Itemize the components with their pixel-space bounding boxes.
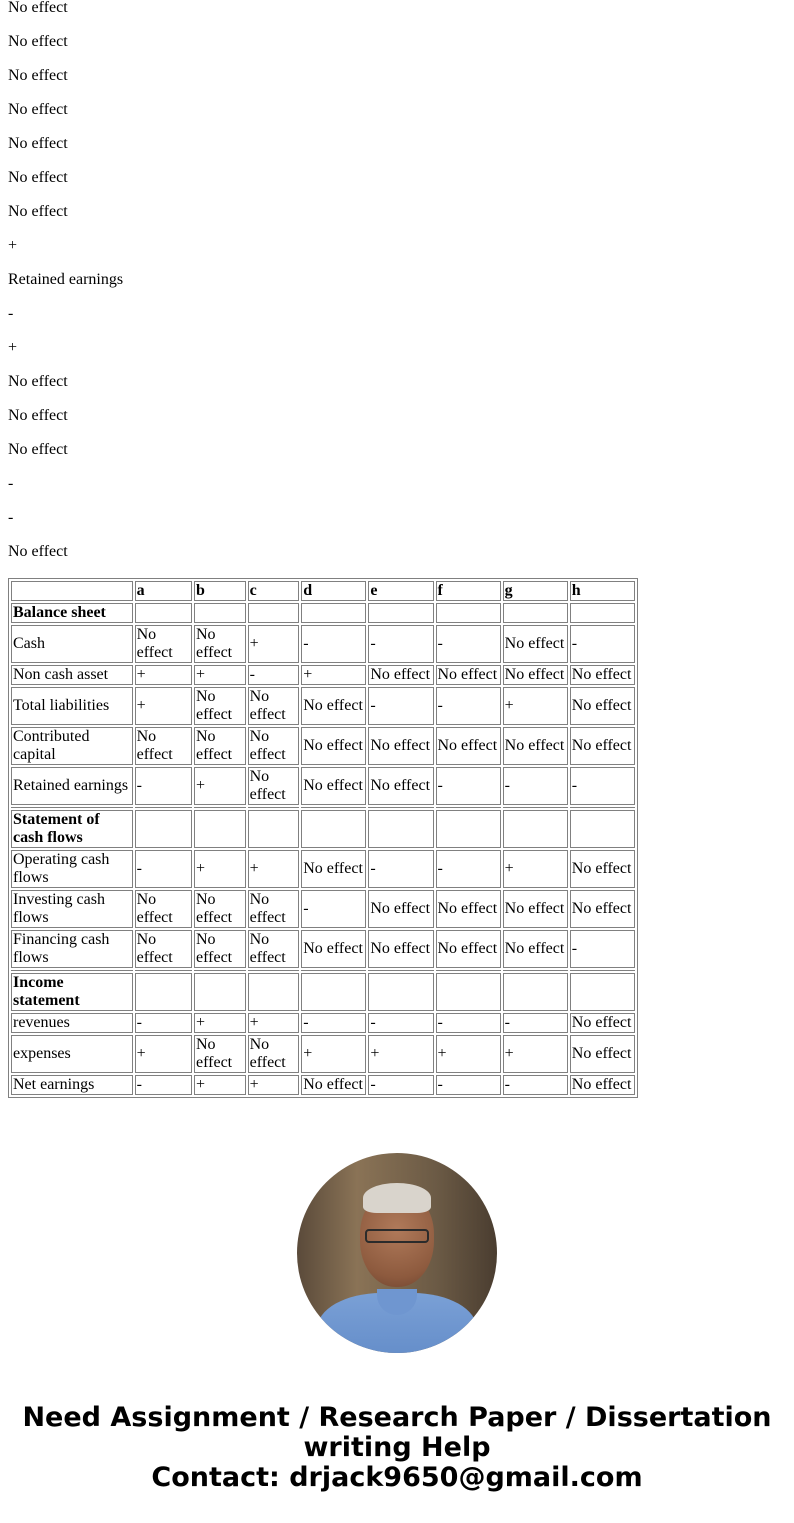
- text-line: -: [8, 509, 14, 526]
- effect-cell: -: [436, 625, 501, 663]
- empty-cell: [570, 973, 635, 1011]
- table-row: [11, 890, 635, 928]
- row-label: Financing cash flows: [11, 930, 133, 968]
- effect-cell: No effect: [503, 930, 568, 968]
- empty-cell: [368, 603, 433, 623]
- effect-cell: -: [368, 1013, 433, 1033]
- effect-cell: No effect: [570, 1035, 635, 1073]
- effect-cell: No effect: [135, 890, 192, 928]
- effect-cell: +: [503, 687, 568, 725]
- section-row: [11, 973, 635, 1011]
- text-line: No effect: [8, 169, 68, 186]
- effect-cell: -: [248, 665, 300, 685]
- effect-cell: -: [368, 687, 433, 725]
- effects-table: [8, 578, 638, 1098]
- row-label: Cash: [11, 625, 133, 663]
- effect-cell: No effect: [368, 767, 433, 805]
- text-line: No effect: [8, 135, 68, 152]
- effect-cell: No effect: [248, 687, 300, 725]
- column-header: h: [570, 581, 635, 601]
- table-row: [11, 665, 635, 685]
- effect-cell: No effect: [570, 687, 635, 725]
- effect-cell: +: [194, 850, 246, 888]
- empty-cell: [135, 973, 192, 1011]
- effect-cell: No effect: [570, 890, 635, 928]
- text-line: No effect: [8, 407, 68, 424]
- empty-cell: [436, 810, 501, 848]
- effect-cell: No effect: [503, 727, 568, 765]
- column-header: a: [135, 581, 192, 601]
- effect-cell: -: [368, 850, 433, 888]
- effect-cell: +: [135, 665, 192, 685]
- effect-cell: -: [503, 767, 568, 805]
- effect-cell: No effect: [503, 665, 568, 685]
- section-title: Statement of cash flows: [11, 810, 133, 848]
- effect-cell: -: [436, 687, 501, 725]
- effect-cell: -: [135, 1075, 192, 1095]
- column-header: d: [301, 581, 366, 601]
- effect-cell: -: [436, 1013, 501, 1033]
- row-label: Total liabilities: [11, 687, 133, 725]
- empty-cell: [368, 973, 433, 1011]
- effect-cell: +: [368, 1035, 433, 1073]
- effect-cell: +: [301, 1035, 366, 1073]
- empty-cell: [503, 603, 568, 623]
- empty-cell: [368, 810, 433, 848]
- effect-cell: No effect: [570, 665, 635, 685]
- effect-cell: No effect: [248, 890, 300, 928]
- effect-cell: No effect: [503, 890, 568, 928]
- effect-cell: No effect: [248, 727, 300, 765]
- effect-cell: +: [503, 850, 568, 888]
- text-line: +: [8, 339, 18, 356]
- text-line: No effect: [8, 203, 68, 220]
- empty-cell: [436, 973, 501, 1011]
- effect-cell: No effect: [368, 727, 433, 765]
- effect-cell: +: [194, 767, 246, 805]
- row-label: revenues: [11, 1013, 133, 1033]
- effect-cell: -: [135, 850, 192, 888]
- effect-cell: No effect: [570, 1013, 635, 1033]
- row-label: expenses: [11, 1035, 133, 1073]
- effect-cell: -: [301, 890, 366, 928]
- table-row: [11, 767, 635, 805]
- effect-cell: No effect: [301, 727, 366, 765]
- empty-cell: [194, 810, 246, 848]
- effect-cell: -: [570, 930, 635, 968]
- text-line: No effect: [8, 543, 68, 560]
- text-line: No effect: [8, 0, 68, 16]
- empty-cell: [436, 603, 501, 623]
- row-label: Net earnings: [11, 1075, 133, 1095]
- row-label: Non cash asset: [11, 665, 133, 685]
- effect-cell: -: [368, 1075, 433, 1095]
- effect-cell: -: [436, 767, 501, 805]
- empty-cell: [503, 810, 568, 848]
- effect-cell: -: [436, 850, 501, 888]
- text-line: -: [8, 475, 14, 492]
- empty-cell: [248, 810, 300, 848]
- empty-cell: [248, 973, 300, 1011]
- effect-cell: No effect: [194, 727, 246, 765]
- effect-cell: -: [570, 767, 635, 805]
- table-row: [11, 687, 635, 725]
- table-row: [11, 625, 635, 663]
- effect-cell: No effect: [194, 687, 246, 725]
- effect-cell: +: [436, 1035, 501, 1073]
- text-line: +: [8, 237, 18, 254]
- table-header-row: [11, 581, 635, 601]
- effect-cell: No effect: [436, 727, 501, 765]
- effect-cell: +: [135, 687, 192, 725]
- effect-cell: +: [248, 850, 300, 888]
- effect-cell: No effect: [570, 727, 635, 765]
- table-row: [11, 1013, 635, 1033]
- effect-cell: -: [301, 625, 366, 663]
- effect-cell: -: [503, 1013, 568, 1033]
- column-header: b: [194, 581, 246, 601]
- text-lines: [8, 0, 123, 569]
- help-banner: [0, 1403, 794, 1493]
- effect-cell: No effect: [301, 850, 366, 888]
- effect-cell: No effect: [301, 1075, 366, 1095]
- contact-email-line: Contact: drjack9650@gmail.com: [151, 1462, 643, 1493]
- effect-cell: No effect: [368, 665, 433, 685]
- column-header: c: [248, 581, 300, 601]
- column-header: [11, 581, 133, 601]
- table-row: [11, 930, 635, 968]
- effect-cell: -: [301, 1013, 366, 1033]
- row-label: Operating cash flows: [11, 850, 133, 888]
- effect-cell: +: [248, 1075, 300, 1095]
- effect-cell: No effect: [436, 665, 501, 685]
- effect-cell: No effect: [135, 727, 192, 765]
- effect-cell: +: [248, 1013, 300, 1033]
- table-row: [11, 850, 635, 888]
- effect-cell: No effect: [135, 625, 192, 663]
- empty-cell: [194, 973, 246, 1011]
- empty-cell: [570, 810, 635, 848]
- effect-cell: No effect: [570, 1075, 635, 1095]
- empty-cell: [194, 603, 246, 623]
- empty-cell: [570, 603, 635, 623]
- text-line: No effect: [8, 33, 68, 50]
- section-row: [11, 603, 635, 623]
- effect-cell: No effect: [301, 767, 366, 805]
- effect-cell: No effect: [135, 930, 192, 968]
- effect-cell: No effect: [503, 625, 568, 663]
- effect-cell: No effect: [570, 850, 635, 888]
- effect-cell: No effect: [436, 930, 501, 968]
- effect-cell: No effect: [194, 625, 246, 663]
- effect-cell: +: [194, 1075, 246, 1095]
- table-row: [11, 1035, 635, 1073]
- effect-cell: No effect: [194, 1035, 246, 1073]
- effect-cell: -: [135, 1013, 192, 1033]
- empty-cell: [301, 810, 366, 848]
- effect-cell: +: [194, 1013, 246, 1033]
- effect-cell: No effect: [248, 930, 300, 968]
- effect-cell: -: [135, 767, 192, 805]
- effect-cell: No effect: [301, 687, 366, 725]
- effect-cell: No effect: [368, 890, 433, 928]
- text-line: -: [8, 305, 14, 322]
- effect-cell: No effect: [194, 930, 246, 968]
- effect-cell: +: [248, 625, 300, 663]
- effect-cell: +: [503, 1035, 568, 1073]
- empty-cell: [135, 603, 192, 623]
- table-row: [11, 727, 635, 765]
- empty-cell: [248, 603, 300, 623]
- effect-cell: -: [503, 1075, 568, 1095]
- text-line: No effect: [8, 441, 68, 458]
- effect-cell: -: [436, 1075, 501, 1095]
- table-row: [11, 1075, 635, 1095]
- row-label: Contributed capital: [11, 727, 133, 765]
- column-header: g: [503, 581, 568, 601]
- column-header: f: [436, 581, 501, 601]
- author-avatar: [297, 1153, 497, 1353]
- effect-cell: No effect: [194, 890, 246, 928]
- effect-cell: +: [135, 1035, 192, 1073]
- effect-cell: +: [194, 665, 246, 685]
- effect-cell: -: [570, 625, 635, 663]
- section-row: [11, 810, 635, 848]
- effect-cell: No effect: [368, 930, 433, 968]
- section-title: Balance sheet: [11, 603, 133, 623]
- effect-cell: +: [301, 665, 366, 685]
- row-label: Retained earnings: [11, 767, 133, 805]
- column-header: e: [368, 581, 433, 601]
- help-banner-headline: Need Assignment / Research Paper / Dissertation writing Help: [22, 1402, 772, 1463]
- text-line: Retained earnings: [8, 271, 124, 288]
- row-label: Investing cash flows: [11, 890, 133, 928]
- section-title: Income statement: [11, 973, 133, 1011]
- effect-cell: No effect: [248, 1035, 300, 1073]
- effect-cell: -: [368, 625, 433, 663]
- text-line: No effect: [8, 101, 68, 118]
- effects-table-container: [8, 578, 638, 1123]
- effect-cell: No effect: [301, 930, 366, 968]
- empty-cell: [301, 603, 366, 623]
- effect-cell: No effect: [248, 767, 300, 805]
- effect-cell: No effect: [436, 890, 501, 928]
- text-line: No effect: [8, 67, 68, 84]
- empty-cell: [301, 973, 366, 1011]
- empty-cell: [503, 973, 568, 1011]
- empty-cell: [135, 810, 192, 848]
- text-line: No effect: [8, 373, 68, 390]
